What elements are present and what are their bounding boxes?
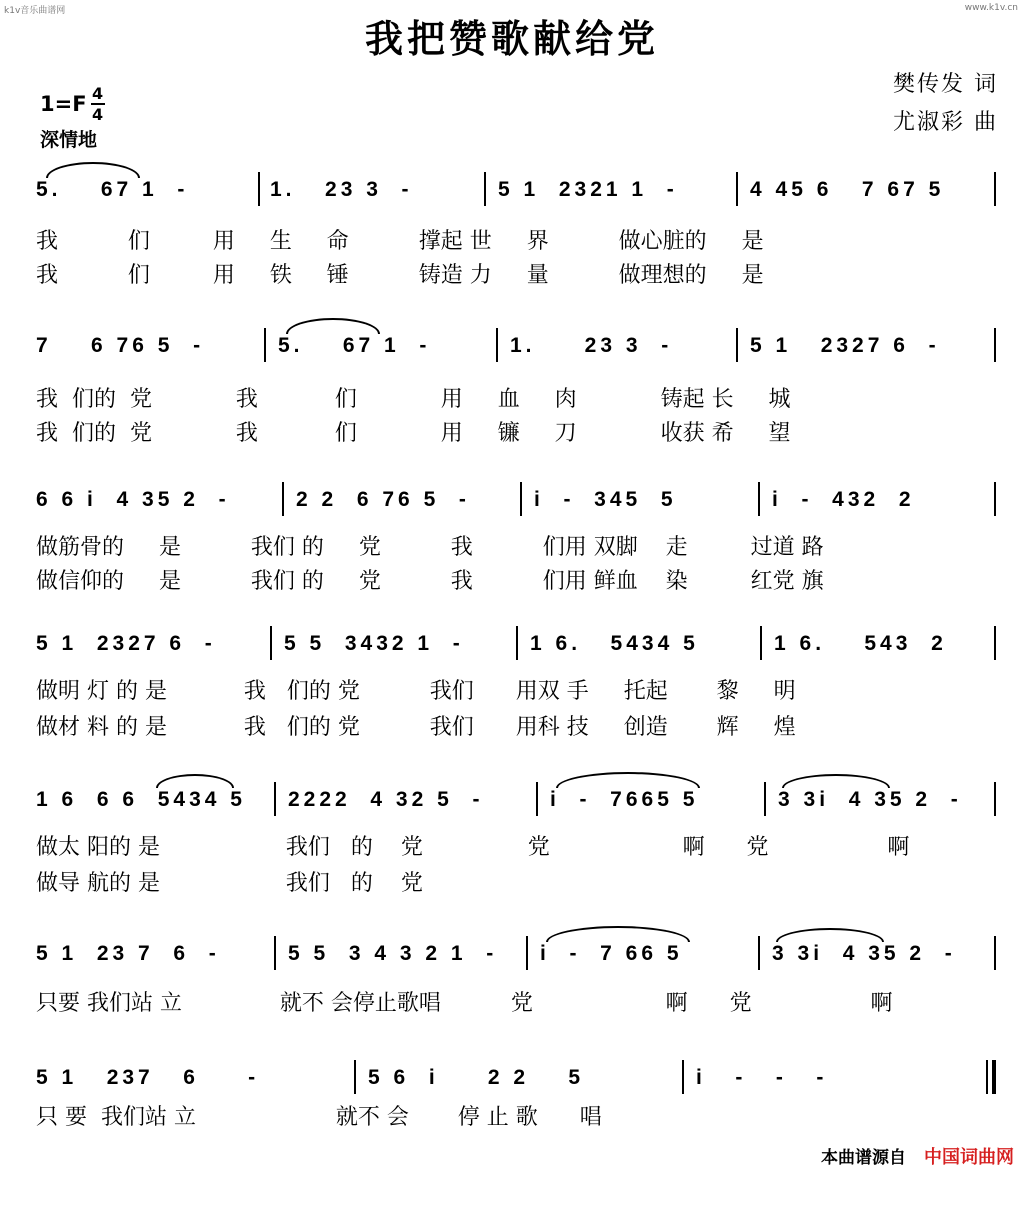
lyrics-verse-1: 做筋骨的 是 我们 的 党 我 们用 双脚 走 过道 路 [36, 535, 824, 560]
final-barline [992, 1060, 996, 1094]
key-signature [40, 86, 105, 122]
notes-line [36, 478, 1006, 524]
barline [994, 482, 996, 516]
time-top: 4 [91, 84, 104, 103]
barline [994, 172, 996, 206]
slur [286, 318, 380, 334]
source-brand-link[interactable]: 中国词曲网 [924, 1147, 1014, 1168]
barline [258, 172, 260, 206]
credits [893, 66, 998, 142]
lyrics-verse-1: 我 们 用 生 命 撑起 世 界 做心脏的 是 [36, 229, 764, 254]
lyricist: 樊传发 词 [893, 72, 998, 97]
measure: 4 45 6 7 67 5 [750, 178, 945, 201]
time-signature [91, 86, 105, 122]
watermark-right: www.k1v.cn [964, 3, 1018, 13]
barline [274, 782, 276, 816]
barline [536, 782, 538, 816]
notes-line [36, 1056, 1006, 1102]
slur [546, 926, 690, 942]
measure: 1 6. 543 2 [774, 632, 947, 655]
barline [758, 482, 760, 516]
measure: 5 1 2321 1 - [498, 178, 678, 201]
lyrics-verse-1: 只 要 我们站 立 就不 会 停 止 歌 唱 [36, 1105, 602, 1130]
song-title: 我把赞歌献给党 [364, 16, 659, 61]
score-system-2 [0, 324, 1024, 474]
barline [526, 936, 528, 970]
barline [994, 782, 996, 816]
measure: 5 6 i 2 2 5 [368, 1066, 585, 1089]
barline [736, 328, 738, 362]
score-system-4 [0, 622, 1024, 772]
watermark-left: k1v音乐曲谱网 [4, 6, 66, 16]
lyrics-verse-2: 做材 料 的 是 我 们的 党 我们 用科 技 创造 辉 煌 [36, 715, 796, 740]
measure: i - 345 5 [534, 488, 677, 511]
lyrics-verse-1: 只要 我们站 立 就不 会停止歌唱 党 啊 党 啊 [36, 991, 893, 1016]
slur [156, 774, 234, 788]
score-system-5 [0, 778, 1024, 928]
measure: 1 6 6 6 5434 5 [36, 788, 246, 811]
measure: 3 3i 4 35 2 - [778, 788, 962, 811]
barline [994, 936, 996, 970]
lyrics-verse-1: 做太 阳的 是 我们 的 党 党 啊 党 啊 [36, 835, 910, 860]
barline [986, 1060, 988, 1094]
time-bottom: 4 [91, 105, 104, 124]
measure: 7 6 76 5 - [36, 334, 205, 357]
notes-line [36, 778, 1006, 824]
lyrics-verse-2: 我 们 用 铁 锤 铸造 力 量 做理想的 是 [36, 263, 764, 288]
notes-line [36, 168, 1006, 214]
notes-line [36, 324, 1006, 370]
measure: 5 5 3 4 3 2 1 - [288, 942, 498, 965]
lyrics-verse-2: 我 们的 党 我 们 用 镰 刀 收获 希 望 [36, 421, 791, 446]
tempo-mark: 深情地 [40, 129, 98, 151]
measure: 5. 67 1 - [278, 334, 431, 357]
key-label: 1=F [40, 92, 87, 116]
barline [274, 936, 276, 970]
measure: 2 2 6 76 5 - [296, 488, 470, 511]
barline [516, 626, 518, 660]
measure: 2222 4 32 5 - [288, 788, 484, 811]
notes-line [36, 622, 1006, 668]
measure: 5 1 2327 6 - [36, 632, 216, 655]
barline [354, 1060, 356, 1094]
barline [282, 482, 284, 516]
lyrics-verse-2: 做导 航的 是 我们 的 党 [36, 871, 423, 896]
barline [994, 626, 996, 660]
score-system-7 [0, 1056, 1024, 1206]
barline [736, 172, 738, 206]
measure: 6 6 i 4 35 2 - [36, 488, 230, 511]
measure: 5 1 2327 6 - [750, 334, 940, 357]
barline [270, 626, 272, 660]
barline [764, 782, 766, 816]
barline [758, 936, 760, 970]
measure: 5 1 23 7 6 - [36, 942, 220, 965]
score-system-3 [0, 478, 1024, 628]
composer: 尤淑彩 曲 [893, 110, 998, 135]
slur [782, 774, 890, 788]
score-system-1 [0, 168, 1024, 318]
measure: 5 5 3432 1 - [284, 632, 464, 655]
barline [760, 626, 762, 660]
measure: 1. 23 3 - [270, 178, 413, 201]
measure: i - 432 2 [772, 488, 915, 511]
measure: 5 1 237 6 - [36, 1066, 260, 1089]
barline [496, 328, 498, 362]
slur [776, 928, 884, 942]
barline [264, 328, 266, 362]
lyrics-verse-1: 我 们的 党 我 们 用 血 肉 铸起 长 城 [36, 387, 791, 412]
lyrics-verse-1: 做明 灯 的 是 我 们的 党 我们 用双 手 托起 黎 明 [36, 679, 796, 704]
measure: i - - - [696, 1066, 828, 1089]
measure: 3 3i 4 35 2 - [772, 942, 956, 965]
source-label: 本曲谱源自 [821, 1148, 906, 1168]
measure: 1 6. 5434 5 [530, 632, 699, 655]
barline [520, 482, 522, 516]
barline [994, 328, 996, 362]
barline [484, 172, 486, 206]
measure: 1. 23 3 - [510, 334, 673, 357]
slur [556, 772, 700, 788]
measure: i - 7665 5 [550, 788, 699, 811]
source-attribution [821, 1143, 1014, 1169]
measure: 5. 67 1 - [36, 178, 189, 201]
barline [682, 1060, 684, 1094]
slur [46, 162, 140, 178]
lyrics-verse-2: 做信仰的 是 我们 的 党 我 们用 鲜血 染 红党 旗 [36, 569, 824, 594]
notes-line [36, 932, 1006, 978]
measure: i - 7 66 5 [540, 942, 683, 965]
